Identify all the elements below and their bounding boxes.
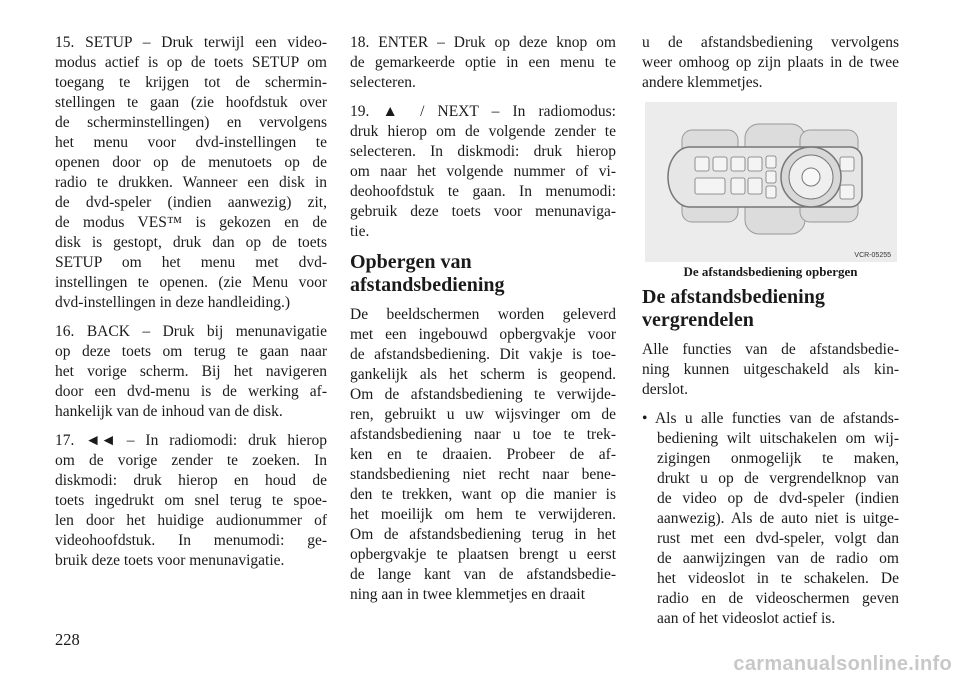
text-line: ning aan in twee klemmetjes en draait (350, 586, 585, 603)
paragraph (642, 340, 899, 400)
text-line: gebruik deze toets voor menunaviga- (350, 203, 616, 220)
text-line: het videoslot in te schakelen. De (657, 570, 899, 587)
bullet-item (642, 409, 899, 629)
text-line: SETUP om het menu met dvd- (55, 254, 327, 271)
text-line: de video op de dvd-speler (indien (657, 490, 899, 507)
figure-code: VCR-05255 (854, 252, 891, 259)
section-heading (350, 251, 616, 297)
remote-control-illustration (645, 102, 897, 262)
paragraph (642, 33, 899, 93)
paragraph (55, 33, 327, 313)
text-line: standsbediening niet recht naar bene- (350, 466, 616, 483)
page-number: 228 (55, 630, 80, 649)
text-line: toegang te krijgen tot de schermin- (55, 74, 327, 91)
text-line: stellingen te gaan (zie hoofdstuk over (55, 94, 327, 111)
text-line: radio en de videoschermen geven (657, 590, 899, 607)
text-line: de scherminstellingen) en vervolgens (55, 114, 327, 131)
remote-storage-figure (645, 102, 897, 262)
text-line: instellingen te openen. (zie Menu voor (55, 274, 327, 291)
text-line: opbergvakje te plaatsen brengt u eerst (350, 546, 616, 563)
text-line: aan of het videoslot actief is. (657, 610, 836, 627)
watermark: carmanualsonline.info (733, 653, 952, 675)
text-line: modus actief is op de toets SETUP om (55, 54, 327, 71)
text-line: disk is gestopt, druk dan op de toets (55, 234, 327, 251)
text-line: toets ingedrukt om snel terug te spoe- (55, 492, 327, 509)
column-1 (55, 33, 327, 580)
text-line: 17. ◄◄ – In radiomodi: druk hierop (55, 432, 327, 449)
text-line: ning kunnen uitgeschakeld als kin- (642, 361, 899, 378)
section-heading (642, 286, 899, 332)
text-line: rust met een dvd-speler, volgt dan (657, 530, 899, 547)
text-line: ren, gebruikt u uw wijsvinger om de (350, 406, 616, 423)
text-line: de aanwijzingen van de radio om (657, 550, 899, 567)
text-line: afstandsbediening naar u toe te trek- (350, 426, 616, 443)
text-line: bruik deze toets voor menunavigatie. (55, 552, 285, 569)
text-line: den te trekken, want op die manier is (350, 486, 616, 503)
text-line: Om de afstandsbediening te verwijde- (350, 386, 616, 403)
text-line: het menu voor dvd-instellingen te (55, 134, 327, 151)
text-line: selecteren. In diskmodi: druk hierop (350, 143, 616, 160)
text-line: het moeilijk om hem te verwijderen. (350, 506, 616, 523)
text-line: hankelijk van de inhoud van de disk. (55, 403, 283, 420)
text-line: de afstandsbediening. Dit vakje is toe- (350, 346, 616, 363)
text-line: gankelijk als het scherm is geopend. (350, 366, 616, 383)
text-line: Alle functies van de afstandsbedie- (642, 341, 899, 358)
column-3 (642, 33, 899, 638)
text-line: aanwezig). Als de auto niet is uitge- (657, 510, 899, 527)
text-line: ken en te draaien. Probeer de af- (350, 446, 616, 463)
text-line: openen door op de menutoets op de (55, 154, 327, 171)
text-line: 18. ENTER – Druk op deze knop om (350, 34, 616, 51)
text-line: het vorige scherm. Bij het navigeren (55, 363, 327, 380)
text-line: bediening wilt uitschakelen om wij- (657, 430, 899, 447)
paragraph (350, 33, 616, 93)
text-line: derslot. (642, 381, 689, 398)
text-line: drukt u op de vergrendelknop van (657, 470, 899, 487)
text-line: zigingen onmogelijk te maken, (657, 450, 899, 467)
text-line: radio te drukken. Wanneer een disk in (55, 174, 327, 191)
heading-line: De afstandsbediening (642, 286, 825, 308)
text-line: de modus VES™ is gekozen en de (55, 214, 327, 231)
paragraph (350, 305, 616, 605)
paragraph (55, 322, 327, 422)
text-line: • Als u alle functies van de afstands- (642, 410, 899, 427)
text-line: deohoofdstuk te gaan. In menumodi: (350, 183, 616, 200)
text-line: 19. ▲ / NEXT – In radiomodus: (350, 103, 616, 120)
text-line: 16. BACK – Druk bij menunavigatie (55, 323, 327, 340)
text-line: Om de afstandsbediening terug in het (350, 526, 616, 543)
text-line: dvd-instellingen in deze handleiding.) (55, 294, 291, 311)
text-line: 15. SETUP – Druk terwijl een video- (55, 34, 327, 51)
text-line: door een dvd-menu is de werking af- (55, 383, 327, 400)
heading-line: vergrendelen (642, 309, 754, 331)
text-line: op deze toets om terug te gaan naar (55, 343, 327, 360)
text-line: om de vorige zender te zoeken. In (55, 452, 327, 469)
text-line: len door het huidige audionummer of (55, 512, 327, 529)
paragraph (350, 102, 616, 242)
heading-line: afstandsbediening (350, 274, 505, 296)
text-line: weer omhoog op zijn plaats in de twee (642, 54, 899, 71)
figure-caption: De afstandsbediening opbergen (683, 264, 858, 279)
text-line: diskmodi: druk hierop en houd de (55, 472, 327, 489)
text-line: tie. (350, 223, 370, 240)
text-line: De beeldschermen worden geleverd (350, 306, 616, 323)
heading-line: Opbergen van (350, 251, 472, 273)
text-line: met een ingebouwd opbergvakje voor (350, 326, 616, 343)
text-line: andere klemmetjes. (642, 74, 763, 91)
text-line: om naar het volgende nummer of vi- (350, 163, 616, 180)
text-line: druk hierop om de volgende zender te (350, 123, 616, 140)
text-line: u de afstandsbediening vervolgens (642, 34, 899, 51)
text-line: selecteren. (350, 74, 416, 91)
text-line: videohoofdstuk. In menumodi: ge- (55, 532, 327, 549)
text-line: de lange kant van de afstandsbedie- (350, 566, 616, 583)
text-line: de gemarkeerde optie in een menu te (350, 54, 616, 71)
text-line: de dvd-speler (indien aanwezig) zit, (55, 194, 327, 211)
column-2 (350, 33, 616, 614)
paragraph (55, 431, 327, 571)
